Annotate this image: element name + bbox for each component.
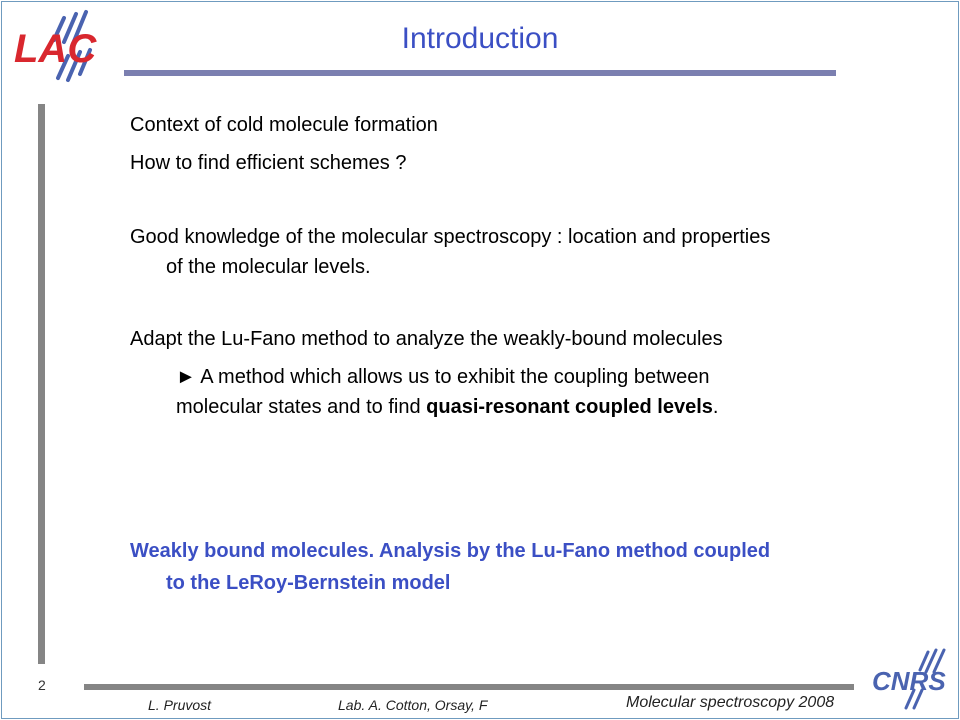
highlight-line-1: Weakly bound molecules. Analysis by the Lu-Fano method coupled xyxy=(130,540,771,562)
footer-lab: Lab. A. Cotton, Orsay, F xyxy=(338,697,488,713)
method-line-2-suffix: . xyxy=(712,396,719,418)
left-vertical-bar xyxy=(38,104,45,664)
cnrs-logo xyxy=(870,646,950,712)
method-line-2 xyxy=(130,396,718,419)
quasi-resonant-emphasis: quasi-resonant coupled levels xyxy=(426,396,713,418)
page-number: 2 xyxy=(38,677,46,693)
context-line: Context of cold molecule formation xyxy=(130,114,438,136)
title-underline xyxy=(124,70,836,76)
schemes-line: How to find efficient schemes ? xyxy=(130,152,407,174)
highlight-line-2: to the LeRoy-Bernstein model xyxy=(166,572,451,594)
knowledge-line-2: of the molecular levels. xyxy=(166,256,371,278)
bottom-horizontal-bar xyxy=(84,684,854,690)
slide-title: Introduction xyxy=(401,22,559,55)
knowledge-line-1: Good knowledge of the molecular spectroscopy : location and properties xyxy=(130,226,771,248)
lac-logo-text: LAC xyxy=(14,27,97,71)
footer-author: L. Pruvost xyxy=(148,697,212,713)
lu-fano-line: Adapt the Lu-Fano method to analyze the weakly-bound molecules xyxy=(130,328,723,350)
cnrs-logo-text: CNRS xyxy=(872,666,946,696)
method-line-1: ► A method which allows us to exhibit the coupling between xyxy=(176,366,710,388)
footer-event: Molecular spectroscopy 2008 xyxy=(626,694,835,711)
slide-frame xyxy=(1,1,959,719)
method-line-2-prefix: molecular states and to find xyxy=(176,396,427,418)
